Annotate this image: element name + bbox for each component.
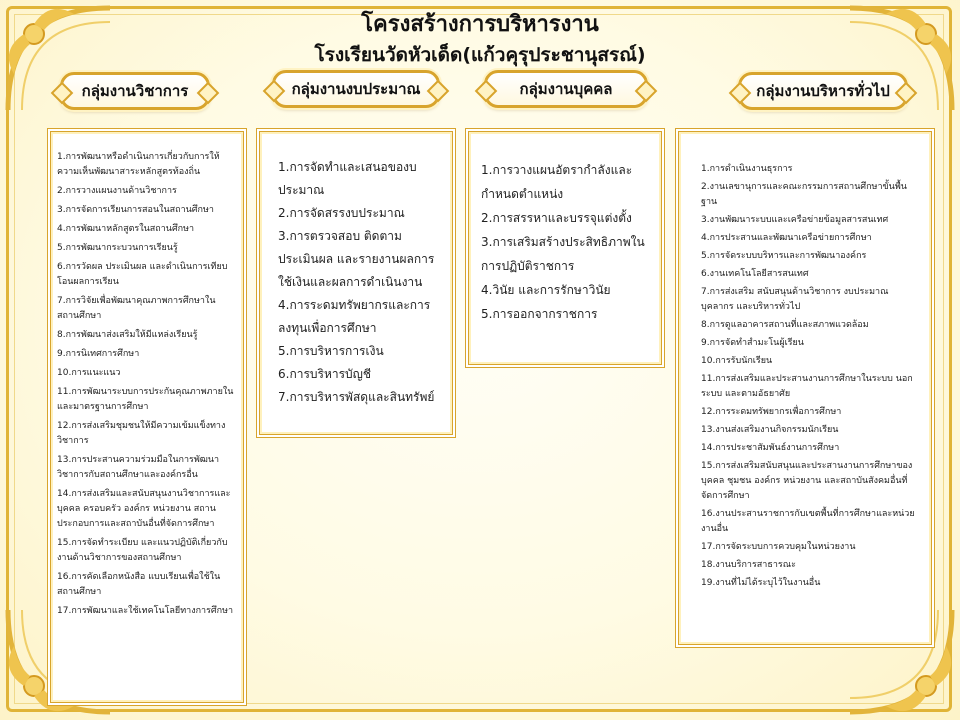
list-item: 3.การจัดการเรียนการสอนในสถานศึกษา: [57, 205, 214, 215]
list-item: 14.การส่งเสริมและสนับสนุนงานวิชาการและบุคคล ครอบครัว องค์กร หน่วยงาน สถานประกอบการและสถาบันอื่นที่จัดการศึกษา: [57, 489, 231, 529]
list-item: 5.การจัดระบบบริหารและการพัฒนาองค์กร: [701, 251, 867, 261]
group-box-academic: [47, 128, 247, 706]
list-item: 14.การประชาสัมพันธ์งานการศึกษา: [701, 443, 840, 453]
list-item: 1.การดำเนินงานธุรการ: [701, 164, 793, 174]
list-item: 1.การพัฒนาหรือดำเนินการเกี่ยวกับการให้ความเห็นพัฒนาสาระหลักสูตรท้องถิ่น: [57, 152, 220, 177]
group-header-general-admin: กลุ่มงานบริหารทั่วไป: [738, 72, 908, 110]
list-item: 4.การประสานและพัฒนาเครือข่ายการศึกษา: [701, 233, 872, 243]
list-item: 5.การออกจากราชการ: [481, 307, 598, 321]
list-item: 2.งานเลขานุการและคณะกรรมการสถานศึกษาขั้นพื้นฐาน: [701, 182, 907, 207]
list-item: 6.การวัดผล ประเมินผล และดำเนินการเทียบโอนผลการเรียน: [57, 262, 228, 287]
group-box-general-admin: [675, 128, 935, 648]
list-item: 4.วินัย และการรักษาวินัย: [481, 283, 611, 297]
list-item: 13.งานส่งเสริมงานกิจกรรมนักเรียน: [701, 425, 839, 435]
list-item: 8.การดูแลอาคารสถานที่และสภาพแวดล้อม: [701, 320, 869, 330]
list-item: 7.การส่งเสริม สนับสนุนด้านวิชาการ งบประมาณ บุคลากร และบริหารทั่วไป: [701, 287, 889, 312]
group-header-personnel: กลุ่มงานบุคคล: [484, 70, 648, 108]
group-header-budget: กลุ่มงานงบประมาณ: [272, 70, 440, 108]
list-item: 6.การบริหารบัญชี: [278, 367, 372, 381]
list-item: 7.การบริหารพัสดุและสินทรัพย์: [278, 390, 435, 404]
list-item: 16.งานประสานราชการกับเขตพื้นที่การศึกษาและหน่วยงานอื่น: [701, 509, 915, 534]
list-item: 3.การเสริมสร้างประสิทธิภาพในการปฏิบัติราชการ: [481, 235, 645, 273]
list-item: 17.การพัฒนาและใช้เทคโนโลยีทางการศึกษา: [57, 606, 234, 616]
list-item: 10.การรับนักเรียน: [701, 356, 773, 366]
page-title: โครงสร้างการบริหารงาน: [361, 12, 599, 37]
list-item: 5.การพัฒนากระบวนการเรียนรู้: [57, 243, 178, 253]
list-item: 4.การระดมทรัพยากรและการลงทุนเพื่อการศึกษา: [278, 298, 431, 335]
group-box-budget: [256, 128, 456, 438]
list-item: 10.การแนะแนว: [57, 368, 121, 378]
list-item: 1.การจัดทำและเสนอของบประมาณ: [278, 160, 417, 197]
list-item: 12.การส่งเสริมชุมชนให้มีความเข้มแข็งทางวิชาการ: [57, 421, 226, 446]
list-item: 9.การนิเทศการศึกษา: [57, 349, 140, 359]
list-item: 7.การวิจัยเพื่อพัฒนาคุณภาพการศึกษาในสถานศึกษา: [57, 296, 216, 321]
list-item: 11.การส่งเสริมและประสานงานการศึกษาในระบบ นอกระบบ และตามอัธยาศัย: [701, 374, 913, 399]
list-item: 3.งานพัฒนาระบบและเครือข่ายข้อมูลสารสนเทศ: [701, 215, 889, 225]
list-item: 18.งานบริการสาธารณะ: [701, 560, 796, 570]
list-item: 11.การพัฒนาระบบการประกันคุณภาพภายในและมาตรฐานการศึกษา: [57, 387, 234, 412]
list-item: 2.การจัดสรรงบประมาณ: [278, 206, 405, 220]
group-box-personnel: [465, 128, 665, 368]
list-item: 17.การจัดระบบการควบคุมในหน่วยงาน: [701, 542, 856, 552]
list-item: 2.การวางแผนงานด้านวิชาการ: [57, 186, 177, 196]
list-item: 5.การบริหารการเงิน: [278, 344, 384, 358]
list-item: 15.การจัดทำระเบียบ และแนวปฏิบัติเกี่ยวกับงานด้านวิชาการของสถานศึกษา: [57, 538, 228, 563]
list-item: 4.การพัฒนาหลักสูตรในสถานศึกษา: [57, 224, 195, 234]
list-item: 15.การส่งเสริมสนับสนุนและประสานงานการศึกษาของบุคคล ชุมชน องค์กร หน่วยงาน และสถาบันสังคมอื่นที่จัดการศึกษา: [701, 461, 913, 501]
group-header-academic: กลุ่มงานวิชาการ: [60, 72, 210, 110]
list-item: 2.การสรรหาและบรรจุแต่งตั้ง: [481, 211, 632, 225]
list-item: 13.การประสานความร่วมมือในการพัฒนาวิชาการกับสถานศึกษาและองค์กรอื่น: [57, 455, 220, 480]
list-item: 6.งานเทคโนโลยีสารสนเทศ: [701, 269, 809, 279]
list-item: 1.การวางแผนอัตรากำลังและกำหนดตำแหน่ง: [481, 163, 633, 201]
list-item: 12.การระดมทรัพยากรเพื่อการศึกษา: [701, 407, 842, 417]
list-item: 8.การพัฒนาส่งเสริมให้มีแหล่งเรียนรู้: [57, 330, 198, 340]
list-item: 9.การจัดทำสำมะโนผู้เรียน: [701, 338, 804, 348]
list-item: 3.การตรวจสอบ ติดตาม ประเมินผล และรายงานผลการใช้เงินและผลการดำเนินงาน: [278, 229, 435, 289]
list-item: 16.การคัดเลือกหนังสือ แบบเรียนเพื่อใช้ในสถานศึกษา: [57, 572, 221, 597]
list-item: 19.งานที่ไม่ได้ระบุไว้ในงานอื่น: [701, 578, 821, 588]
page-subtitle: โรงเรียนวัดหัวเด็ด(แก้วคุรุประชานุสรณ์): [314, 44, 646, 66]
